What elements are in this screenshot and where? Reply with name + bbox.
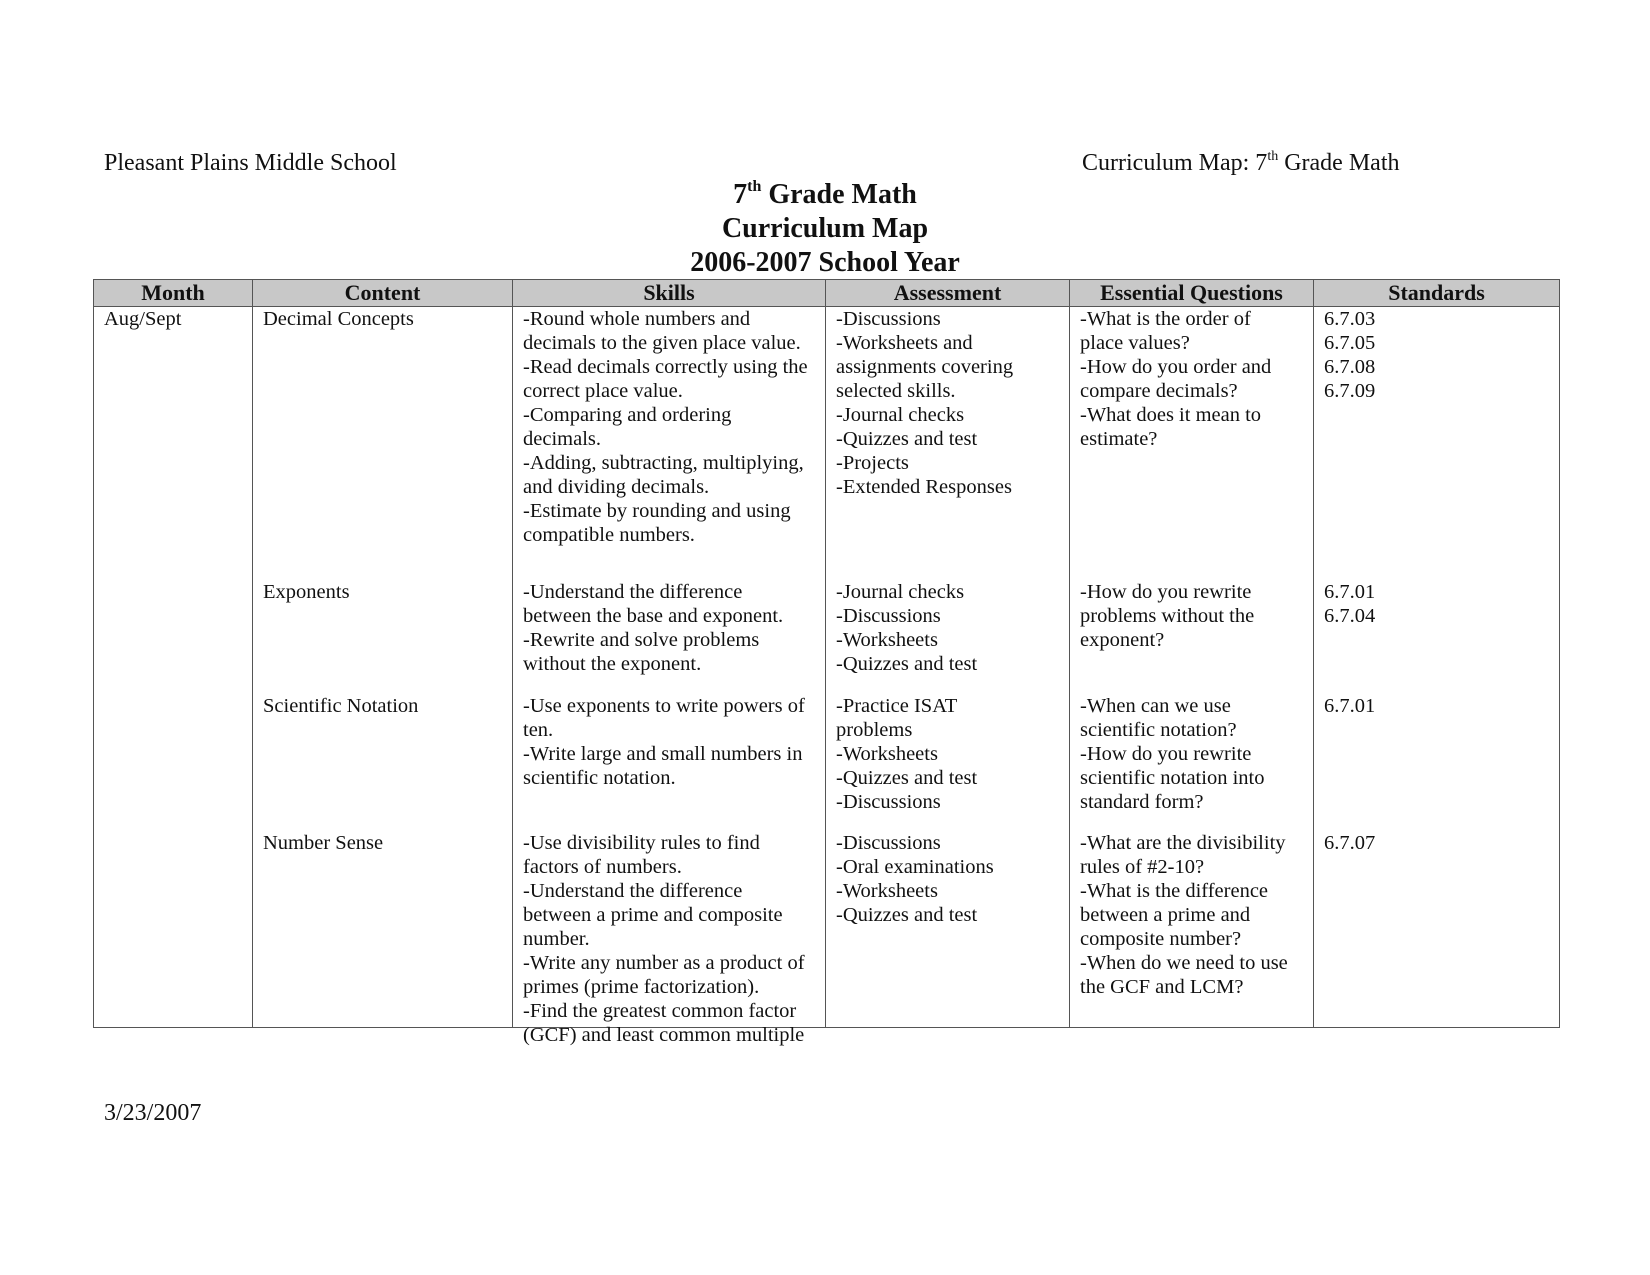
assessment-line: -Extended Responses [836,476,1012,498]
question-line: exponent? [1080,629,1165,651]
assessment-line: selected skills. [836,380,956,402]
month-cell: Aug/Sept [94,307,253,1028]
header-map-title [1082,150,1400,177]
assessment-line: -Worksheets [836,743,938,765]
question-line: scientific notation? [1080,719,1237,741]
title-grade-rest: Grade Math [761,179,917,210]
column-header-assessment: Assessment [826,280,1070,307]
content-topic: Scientific Notation [263,695,419,717]
standards-cell [1324,580,1549,694]
question-line: problems without the [1080,605,1255,627]
skill-line: -Round whole numbers and [523,308,751,330]
assessment-line: -Quizzes and test [836,653,978,675]
footer-date: 3/23/2007 [104,1100,202,1126]
standards-cell [1324,307,1549,580]
assessment-line: -Discussions [836,832,941,854]
school-name: Pleasant Plains Middle School [104,150,397,176]
assessment-column [826,307,1070,1028]
assessment-line: -Discussions [836,791,941,813]
skill-line: -Rewrite and solve problems [523,629,760,651]
content-topic: Decimal Concepts [263,308,414,330]
table-header-row [94,280,1560,307]
standards-cell [1324,694,1549,831]
assessment-line: -Oral examinations [836,856,994,878]
skill-line: without the exponent. [523,653,702,675]
skill-line: -Read decimals correctly using the [523,356,808,378]
standards-cell [1324,831,1549,1027]
column-header-month: Month [94,280,253,307]
skill-line: scientific notation. [523,767,676,789]
question-line: standard form? [1080,791,1204,813]
question-line: -When can we use [1080,695,1231,717]
question-line: between a prime and [1080,904,1251,926]
curriculum-table [93,279,1560,1046]
skill-line: correct place value. [523,380,683,402]
content-cell [263,307,502,580]
standard-code: 6.7.04 [1324,605,1376,627]
assessment-line: -Discussions [836,308,941,330]
question-line: -How do you rewrite [1080,743,1252,765]
skills-cell [523,694,815,831]
skill-line: -Understand the difference [523,880,743,902]
assessment-line: -Discussions [836,605,941,627]
skill-line: compatible numbers. [523,524,695,546]
skill-line: between a prime and composite [523,904,783,926]
table-row [94,307,1560,1028]
content-topic: Exponents [263,581,350,603]
skill-line: between the base and exponent. [523,605,784,627]
standard-code: 6.7.09 [1324,380,1376,402]
questions-cell [1080,694,1303,831]
title-line-2: Curriculum Map [721,213,929,244]
assessment-line: -Worksheets and [836,332,973,354]
header-map-sup: th [1267,149,1279,164]
standard-code: 6.7.01 [1324,581,1376,603]
assessment-line: problems [836,719,913,741]
skill-line: decimals to the given place value. [523,332,801,354]
column-header-essential-questions: Essential Questions [1070,280,1314,307]
content-cell [263,694,502,831]
question-line: estimate? [1080,428,1158,450]
question-line: -What is the difference [1080,880,1269,902]
skill-line: -Write any number as a product of [523,952,805,974]
title-grade-number: 7 [733,179,748,210]
title-grade-sup: th [747,178,762,195]
assessment-cell [836,307,1059,580]
skill-line: -Write large and small numbers in [523,743,803,765]
skill-line: factors of numbers. [523,856,682,878]
skills-column [513,307,826,1046]
skill-line: -Understand the difference [523,581,743,603]
column-header-standards: Standards [1314,280,1560,307]
skill-line: -Use exponents to write powers of [523,695,805,717]
questions-column [1070,307,1314,1028]
assessment-line: -Worksheets [836,629,938,651]
skill-line: decimals. [523,428,601,450]
question-line: -What does it mean to [1080,404,1262,426]
questions-cell [1080,580,1303,694]
assessment-line: -Projects [836,452,909,474]
assessment-cell [836,831,1059,1027]
skill-line: (GCF) and least common multiple [523,1024,805,1046]
standard-code: 6.7.03 [1324,308,1376,330]
skill-line: primes (prime factorization). [523,976,760,998]
skill-line: -Use divisibility rules to find [523,832,760,854]
assessment-line: assignments covering [836,356,1014,378]
skills-cell [523,580,815,694]
title-line-3: 2006-2007 School Year [690,247,960,278]
assessment-line: -Journal checks [836,404,965,426]
header-map-prefix: Curriculum Map: 7 [1082,150,1268,176]
header-map-suffix: Grade Math [1278,150,1400,176]
question-line: -How do you rewrite [1080,581,1252,603]
assessment-cell [836,580,1059,694]
standard-code: 6.7.05 [1324,332,1376,354]
question-line: rules of #2-10? [1080,856,1205,878]
skill-line: -Comparing and ordering [523,404,732,426]
skills-cell [523,831,815,1046]
skill-line: -Find the greatest common factor [523,1000,797,1022]
content-topic: Number Sense [263,832,384,854]
question-line: the GCF and LCM? [1080,976,1244,998]
assessment-line: -Quizzes and test [836,428,978,450]
standard-code: 6.7.07 [1324,832,1376,854]
assessment-cell [836,694,1059,831]
column-header-skills: Skills [513,280,826,307]
skill-line: ten. [523,719,554,741]
skill-line: number. [523,928,590,950]
skill-line: and dividing decimals. [523,476,710,498]
content-column [253,307,513,1028]
skill-line: -Adding, subtracting, multiplying, [523,452,804,474]
table-body [94,307,1560,1046]
assessment-line: -Quizzes and test [836,767,978,789]
question-line: compare decimals? [1080,380,1238,402]
assessment-line: -Worksheets [836,880,938,902]
question-line: -What are the divisibility [1080,832,1286,854]
question-line: place values? [1080,332,1190,354]
question-line: composite number? [1080,928,1242,950]
standard-code: 6.7.01 [1324,695,1376,717]
content-cell [263,831,502,1027]
content-cell [263,580,502,694]
question-line: -When do we need to use [1080,952,1288,974]
question-line: scientific notation into [1080,767,1265,789]
standards-column [1314,307,1560,1028]
questions-cell [1080,831,1303,1027]
question-line: -How do you order and [1080,356,1272,378]
assessment-line: -Quizzes and test [836,904,978,926]
title-line-1 [0,178,1650,212]
skill-line: -Estimate by rounding and using [523,500,791,522]
question-line: -What is the order of [1080,308,1251,330]
questions-cell [1080,307,1303,580]
standard-code: 6.7.08 [1324,356,1376,378]
skills-cell [523,307,815,580]
assessment-line: -Journal checks [836,581,965,603]
document-title [0,178,1650,280]
assessment-line: -Practice ISAT [836,695,958,717]
column-header-content: Content [253,280,513,307]
